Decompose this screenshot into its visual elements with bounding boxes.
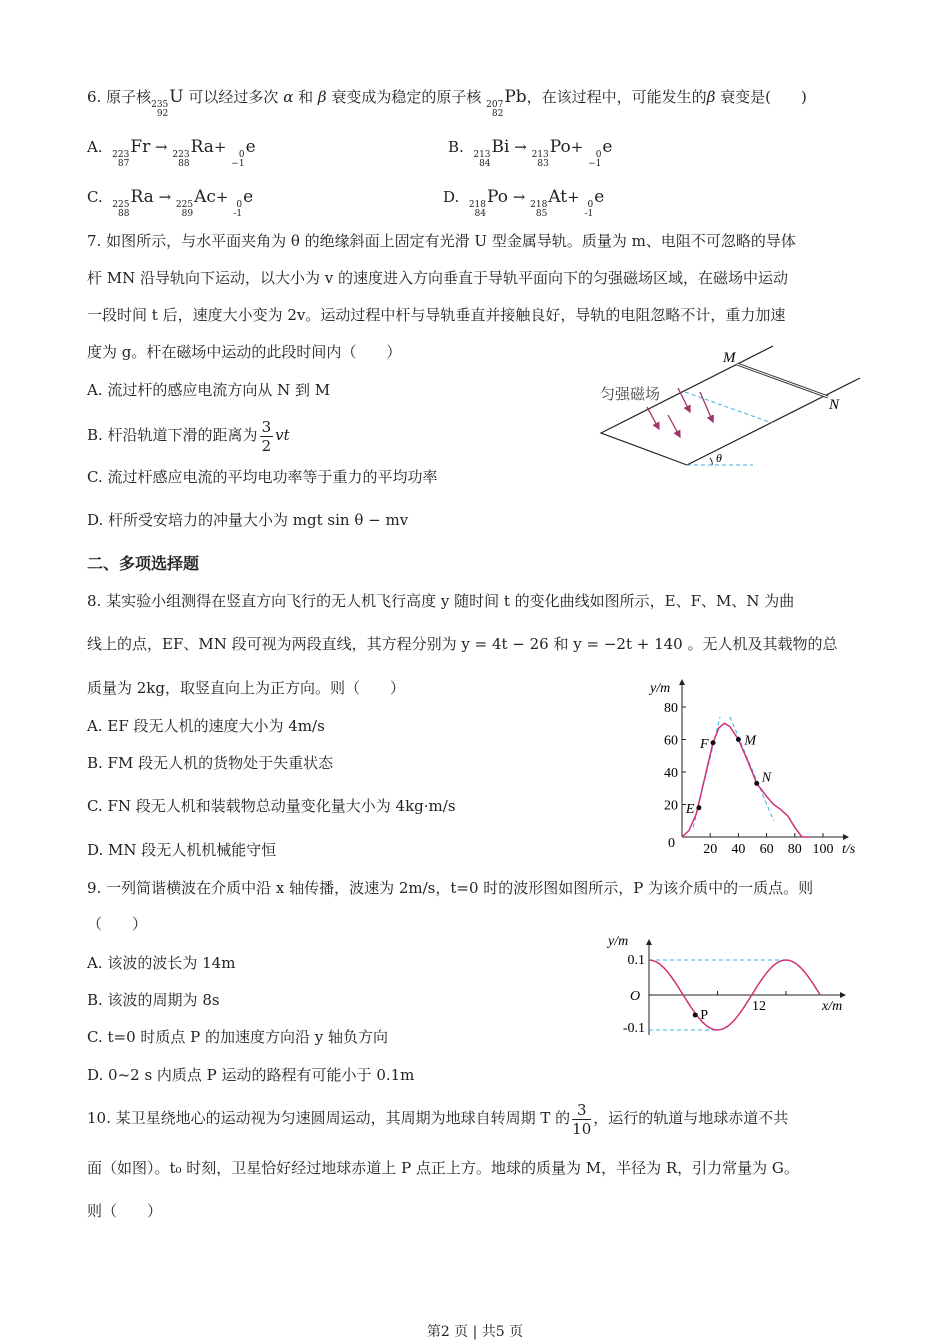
q7-option-a: A. 流过杆的感应电流方向从 N 到 M	[87, 381, 331, 399]
y-tick-label: 40	[664, 766, 678, 781]
q10-line: 面（如图）。t₀ 时刻，卫星恰好经过地球赤道上 P 点正上方。地球的质量为 M，半径为 R，引力常量为 G。	[87, 1159, 799, 1177]
nuclide: 225 88	[112, 200, 130, 219]
y-tick-label: 0.1	[627, 953, 645, 968]
q7-line: 杆 MN 沿导轨向下运动，以大小为 v 的速度进入方向垂直于导轨平面向下的匀强磁场区域，在磁场中运动	[87, 269, 789, 287]
q7-line: 一段时间 t 后，速度大小变为 2v。运动过程中杆与导轨垂直并接触良好，导轨的电阻忽略不计，重力加速	[87, 306, 786, 324]
q9-chart	[606, 934, 845, 1036]
x-tick-label: 100	[812, 842, 834, 857]
y-tick-label: 60	[664, 733, 678, 749]
q7-option-b: B. 杆沿轨道下滑的距离为 $\frac{3}{2}$ vt	[87, 417, 290, 455]
nuclide: 0 -1	[233, 200, 243, 219]
q7-option-c: C. 流过杆感应电流的平均电功率等于重力的平均功率	[87, 468, 438, 486]
x-axis-label: t/s	[842, 842, 856, 857]
y-tick-label: 80	[664, 701, 678, 716]
nuclide: 223 87	[112, 150, 130, 169]
nuclide: 218 85	[530, 200, 548, 219]
q9-option-c: C. t=0 时质点 P 的加速度方向沿 y 轴负方向	[87, 1028, 389, 1046]
origin-label: O	[630, 989, 641, 1004]
q6-option-d: D. 218 84 Po → 218 85 At+ 0 -1 e	[443, 187, 605, 219]
q7-line: 7. 如图所示，与水平面夹角为 θ 的绝缘斜面上固定有光滑 U 型金属导轨。质量为 m、电阻不可忽略的导体	[87, 232, 796, 250]
point-label: M	[744, 733, 757, 749]
point-label: N	[761, 770, 772, 786]
point-F	[711, 740, 716, 745]
q10-line: 则（ ）	[87, 1202, 163, 1220]
q8-chart	[648, 680, 856, 857]
point-E	[696, 805, 701, 810]
section-heading: 二、多项选择题	[87, 554, 200, 573]
x-tick-label: 12	[752, 999, 766, 1014]
nuclide: 213 83	[531, 150, 549, 169]
fraction: $\frac{3}{2}$	[261, 417, 272, 455]
fraction: $\frac{3}{10}$	[572, 1100, 592, 1138]
nuclide: 218 84	[468, 200, 486, 219]
q6-text: 6. 原子核	[87, 88, 152, 106]
q7-line: 度为 g。杆在磁场中运动的此段时间内（ ）	[87, 343, 402, 361]
page-footer: 第2 页 | 共5 页	[426, 1324, 524, 1340]
nuclide: 0 -1	[584, 200, 594, 219]
q8-line: 8. 某实验小组测得在竖直方向飞行的无人机飞行高度 y 随时间 t 的变化曲线如图所示，E、F、M、N 为曲	[87, 592, 795, 610]
q8-line: 质量为 2kg，取竖直向上为正方向。则（ ）	[87, 679, 406, 697]
q10-line: 10. 某卫星绕地心的运动视为匀速圆周运动，其周期为地球自转周期 T 的 $\frac{3}{10}$ ，运行的轨道与地球赤道不共	[87, 1100, 789, 1138]
q6-option-a: A. 223 87 Fr → 223 88 Ra+ 0 −1 e	[87, 137, 256, 169]
x-axis-label: x/m	[822, 999, 843, 1014]
q9-option-a: A. 该波的波长为 14m	[87, 954, 236, 972]
nuclide-u: 235 92	[151, 100, 169, 119]
label-m: M	[723, 350, 736, 366]
x-tick-label: 60	[759, 842, 774, 857]
q8-option-c: C. FN 段无人机和装载物总动量变化量大小为 4kg·m/s	[87, 797, 456, 815]
origin-label: 0	[668, 836, 675, 851]
q7-option-d: D. 杆所受安培力的冲量大小为 mgt sin θ − mv	[87, 511, 409, 529]
field-label: 匀强磁场	[600, 387, 661, 403]
q6-stem: 6. 原子核 235 92 U 可以经过多次 α 和 β 衰变成为稳定的原子核 207 82 Pb，在该过程中，可能发生的β 衰变是( )	[87, 87, 807, 119]
q8-line: 线上的点，EF、MN 段可视为两段直线，其方程分别为 y = 4t − 26 和 y = −2t + 140 。无人机及其载物的总	[87, 635, 838, 653]
y-tick-label: -0.1	[622, 1021, 645, 1036]
q8-option-a: A. EF 段无人机的速度大小为 4m/s	[87, 717, 325, 735]
nuclide: 0 −1	[588, 150, 602, 169]
field-boundary	[685, 392, 772, 423]
point-p	[693, 1012, 698, 1017]
q8-option-b: B. FM 段无人机的货物处于失重状态	[87, 754, 334, 772]
nuclide: 0 −1	[231, 150, 245, 169]
nuclide: 223 88	[172, 150, 190, 169]
nuclide: 213 84	[473, 150, 491, 169]
q6-option-b: B. 213 84 Bi → 213 83 Po+ 0 −1 e	[448, 137, 613, 169]
point-label: F	[700, 736, 709, 752]
q9-option-d: D. 0~2 s 内质点 P 运动的路程有可能小于 0.1m	[87, 1066, 415, 1084]
point-label: P	[700, 1007, 709, 1023]
nuclide-pb: 207 82	[486, 100, 504, 119]
y-axis-label: y/m	[608, 934, 629, 949]
nuclide: 225 89	[175, 200, 194, 219]
q9-line: （ ）	[87, 915, 148, 933]
q9-line: 9. 一列简谐横波在介质中沿 x 轴传播，波速为 2m/s，t=0 时的波形图如图所示，P 为该介质中的一质点。则	[87, 879, 814, 897]
q9-option-b: B. 该波的周期为 8s	[87, 991, 220, 1009]
tangent-line	[730, 717, 774, 821]
q8-option-d: D. MN 段无人机机械能守恒	[87, 841, 277, 859]
label-n: N	[829, 397, 840, 413]
q6-option-c: C. 225 88 Ra → 225 89 Ac+ 0 -1 e	[87, 187, 254, 219]
point-label: E	[685, 801, 695, 817]
label-theta: θ	[716, 451, 722, 465]
y-axis-label: y/m	[650, 681, 671, 696]
x-tick-label: 40	[731, 842, 746, 857]
x-tick-label: 80	[787, 842, 802, 857]
point-N	[754, 781, 759, 786]
point-M	[736, 737, 741, 742]
x-tick-label: 20	[703, 842, 718, 857]
y-tick-label: 20	[664, 798, 678, 814]
